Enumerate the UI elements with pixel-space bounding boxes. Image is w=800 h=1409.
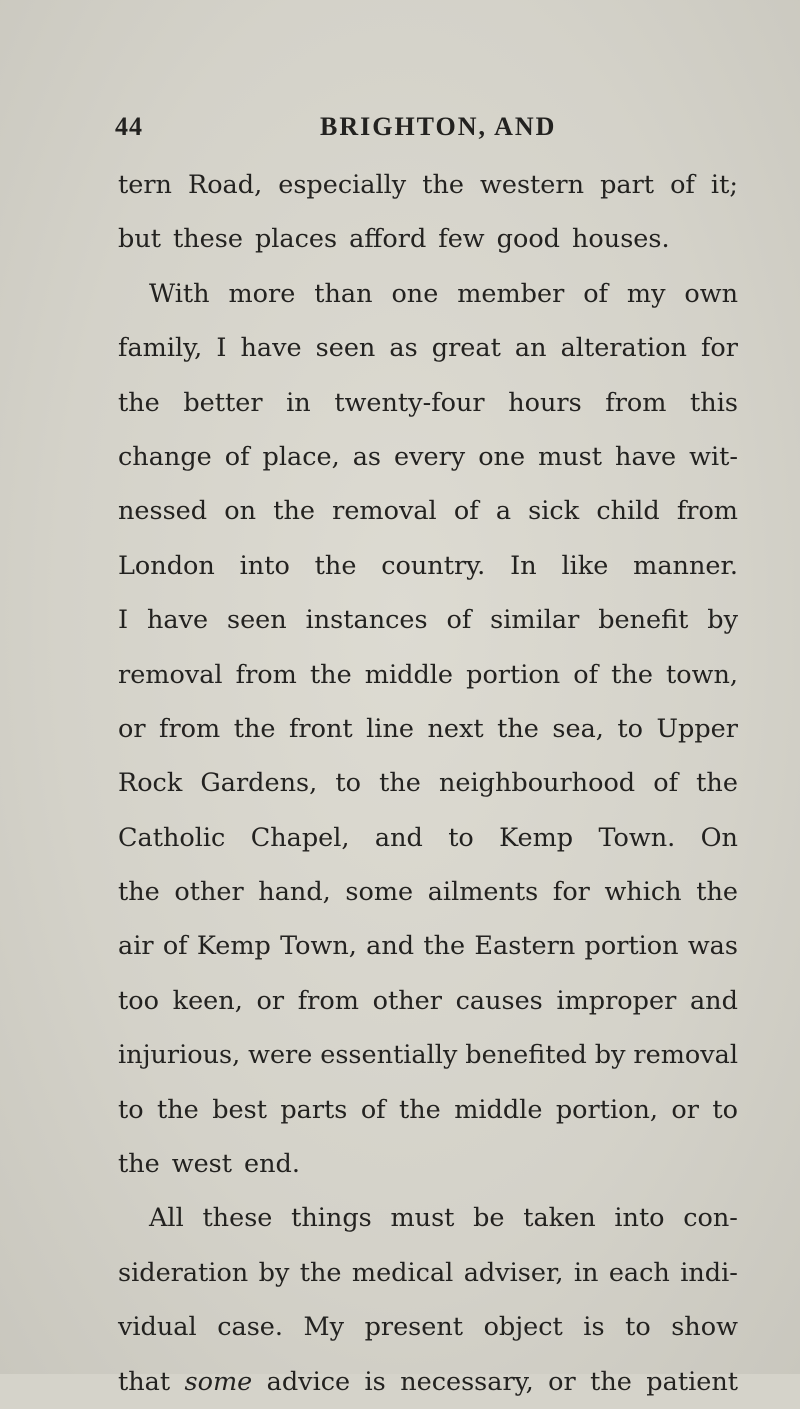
word: of [653, 768, 679, 799]
word: houses. [572, 224, 670, 255]
word: of [360, 1094, 386, 1125]
word: air [118, 931, 154, 962]
word: in [286, 387, 311, 418]
word: the [379, 768, 421, 799]
word: the [273, 496, 315, 527]
word: On [700, 822, 738, 853]
word: hand, [258, 877, 331, 908]
word: medical [351, 1257, 454, 1288]
word: must [390, 1203, 455, 1234]
word: of [573, 659, 599, 690]
word: case. [217, 1312, 283, 1343]
word: Town. [598, 822, 676, 853]
text-line [118, 974, 738, 1028]
word: or [548, 1366, 576, 1397]
word: of [224, 441, 250, 472]
word: the [611, 659, 653, 690]
word: is [583, 1312, 605, 1343]
word: my [626, 278, 666, 309]
word: improper [556, 985, 677, 1016]
word: Eastern [474, 931, 576, 962]
word: must [538, 441, 603, 472]
word: causes [455, 985, 543, 1016]
word: some [184, 1366, 253, 1397]
text-line [118, 1355, 738, 1409]
word: of [670, 170, 695, 200]
word: from [235, 659, 297, 690]
word: of [162, 931, 188, 962]
word: better [183, 387, 263, 418]
word: some [345, 877, 414, 908]
text-line [118, 376, 738, 430]
word: each [608, 1257, 670, 1288]
word: patient [646, 1366, 738, 1397]
word: west [171, 1149, 233, 1180]
text-line [118, 1300, 738, 1354]
word: the [423, 931, 466, 962]
word: twenty-four [334, 387, 485, 418]
word: too [118, 985, 159, 1016]
word: of [446, 605, 472, 636]
text-line [118, 267, 738, 321]
word: the [696, 768, 738, 799]
word: benefit [598, 605, 689, 636]
word: and [374, 822, 423, 853]
text-line [118, 1137, 738, 1191]
word: removal [332, 496, 437, 527]
text-line [118, 1246, 738, 1300]
word: this [690, 387, 738, 418]
word: next [427, 713, 484, 744]
word: places [254, 224, 338, 255]
word: child [596, 496, 660, 527]
word: great [431, 333, 501, 364]
word: especially [278, 170, 407, 200]
word: parts [280, 1094, 348, 1125]
word: advice [266, 1366, 351, 1397]
word: town, [666, 659, 738, 690]
word: nessed [118, 496, 208, 527]
word: and [689, 985, 738, 1016]
word: tern [118, 170, 172, 200]
word: instances [305, 605, 428, 636]
word: show [671, 1312, 738, 1343]
word: adviser, [463, 1257, 564, 1288]
word: of [583, 278, 608, 309]
word: into [614, 1203, 665, 1234]
word: the [497, 713, 539, 744]
body-text [118, 158, 738, 1409]
word: Town, [280, 931, 357, 962]
word: vidual [118, 1312, 197, 1343]
word: seen [226, 605, 287, 636]
word: a [495, 496, 512, 527]
word: it; [710, 170, 738, 200]
word: benefited [465, 1040, 587, 1071]
word: wit- [689, 441, 738, 472]
text-line [118, 811, 738, 865]
word: essentially [320, 1040, 458, 1071]
word: these [173, 224, 243, 255]
text-line [118, 1083, 738, 1137]
word: things [291, 1203, 372, 1234]
word: like [561, 550, 609, 581]
word: removal [633, 1040, 738, 1071]
word: of [453, 496, 479, 527]
word: in [573, 1257, 599, 1288]
word: end. [244, 1149, 300, 1180]
page-number: 44 [115, 112, 143, 141]
word: middle [364, 659, 454, 690]
word: sea, [552, 713, 604, 744]
text-line [118, 212, 738, 266]
text-line [118, 865, 738, 919]
word: to [448, 822, 474, 853]
word: Road, [188, 170, 263, 200]
word: alteration [560, 333, 687, 364]
word: portion, [555, 1094, 658, 1125]
text-line [118, 919, 738, 973]
word: ailments [427, 877, 539, 908]
word: to [617, 713, 643, 744]
word: country. [381, 550, 486, 581]
word: one [391, 278, 439, 309]
word: present [364, 1312, 464, 1343]
word: to [625, 1312, 651, 1343]
running-head: BRIGHTON, AND [320, 112, 557, 141]
word: good [496, 224, 560, 255]
word: as [389, 333, 418, 364]
word: the [118, 387, 160, 418]
text-line [118, 702, 738, 756]
word: is [364, 1366, 386, 1397]
word: the [399, 1094, 441, 1125]
word: on [224, 496, 257, 527]
word: these [202, 1203, 273, 1234]
text-line [118, 648, 738, 702]
word: All [149, 1203, 184, 1234]
word: Rock [118, 768, 183, 799]
word: the [118, 877, 160, 908]
word: the [422, 170, 464, 200]
word: similar [490, 605, 580, 636]
word: have [240, 333, 302, 364]
text-line [118, 1028, 738, 1082]
word: every [394, 441, 466, 472]
word: but [118, 224, 161, 255]
word: western [480, 170, 585, 200]
word: by [707, 605, 738, 636]
word: seen [315, 333, 376, 364]
word: the [314, 550, 357, 581]
word: the [118, 1149, 160, 1180]
text-line [118, 158, 738, 212]
word: taken [523, 1203, 596, 1234]
word: other [174, 877, 244, 908]
word: by [258, 1257, 290, 1288]
word: family, [118, 333, 203, 364]
word: to [712, 1094, 738, 1125]
word: or [118, 713, 146, 744]
word: change [118, 441, 212, 472]
word: middle [454, 1094, 543, 1125]
word: or [256, 985, 285, 1016]
word: to [335, 768, 361, 799]
word: few [438, 224, 485, 255]
word: by [594, 1040, 626, 1071]
word: I [118, 605, 129, 636]
word: from [676, 496, 738, 527]
word: were [248, 1040, 313, 1071]
word: the [157, 1094, 199, 1125]
word: Upper [656, 713, 738, 744]
word: Chapel, [250, 822, 350, 853]
word: from [159, 713, 221, 744]
word: My [303, 1312, 345, 1343]
word: was [687, 931, 738, 962]
word: con- [683, 1203, 738, 1234]
page-header [0, 112, 800, 152]
word: removal [118, 659, 223, 690]
word: the [590, 1366, 632, 1397]
word: hours [508, 387, 582, 418]
word: In [510, 550, 537, 581]
word: manner. [633, 550, 738, 581]
word: have [615, 441, 677, 472]
word: afford [349, 224, 427, 255]
word: place, [262, 441, 340, 472]
word: from [297, 985, 359, 1016]
word: keen, [172, 985, 243, 1016]
word: have [146, 605, 209, 636]
word: into [239, 550, 290, 581]
word: Catholic [118, 822, 226, 853]
word: Kemp [499, 822, 574, 853]
word: and [366, 931, 415, 962]
word: I [216, 333, 227, 364]
word: necessary, [400, 1366, 534, 1397]
word: the [309, 659, 352, 690]
word: than [314, 278, 373, 309]
word: part [600, 170, 655, 200]
word: the [299, 1257, 342, 1288]
text-line [118, 484, 738, 538]
word: indi- [680, 1257, 738, 1288]
word: With [149, 278, 210, 309]
word: to [118, 1094, 144, 1125]
word: neighbourhood [438, 768, 636, 799]
word: line [366, 713, 414, 744]
word: for [552, 877, 590, 908]
word: object [483, 1312, 563, 1343]
word: front [288, 713, 353, 744]
word: the [696, 877, 738, 908]
word: London [118, 550, 215, 581]
word: from [605, 387, 667, 418]
text-line [118, 539, 738, 593]
word: sideration [118, 1257, 249, 1288]
word: member [457, 278, 565, 309]
word: that [118, 1366, 171, 1397]
word: the [233, 713, 276, 744]
word: an [514, 333, 547, 364]
word: which [604, 877, 682, 908]
word: own [684, 278, 738, 309]
word: one [478, 441, 526, 472]
word: for [700, 333, 738, 364]
text-line [118, 321, 738, 375]
word: sick [528, 496, 580, 527]
text-line [118, 430, 738, 484]
word: be [473, 1203, 505, 1234]
text-line [118, 756, 738, 810]
word: other [372, 985, 442, 1016]
word: best [212, 1094, 267, 1125]
text-line [118, 593, 738, 647]
word: portion [584, 931, 679, 962]
word: more [228, 278, 296, 309]
word: or [671, 1094, 699, 1125]
word: as [352, 441, 382, 472]
word: portion [466, 659, 561, 690]
word: Kemp [196, 931, 271, 962]
word: injurious, [118, 1040, 241, 1071]
word: Gardens, [200, 768, 318, 799]
text-line [118, 1191, 738, 1245]
